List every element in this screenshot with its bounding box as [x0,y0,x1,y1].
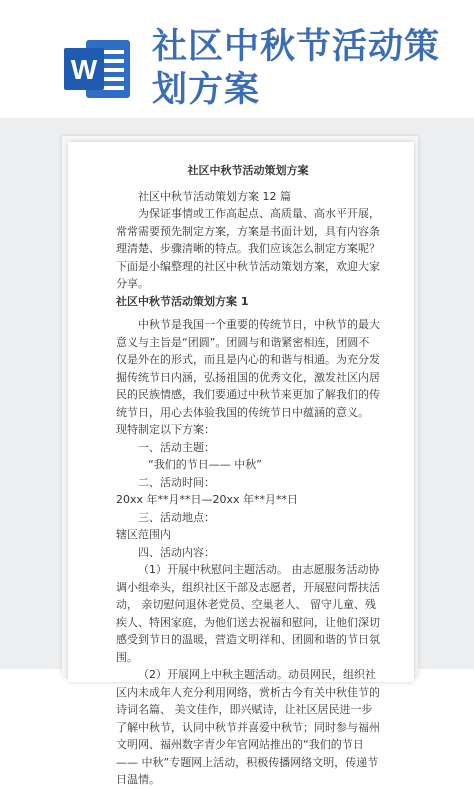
intro-paragraph: 为保证事情或工作高起点、高质量、高水平开展，常常需要预先制定方案，方案是书面计划，具有内容条理清楚、步骤清晰的特点。我们应该怎么制定方案呢？下面是小编整理的社区中秋节活动策划方案，欢迎大家分享。 [116,207,380,290]
item-2-body: 20xx 年**月**日—20xx 年**月**日 [116,493,299,506]
section-heading: 社区中秋节活动策划方案 1 [116,294,249,308]
item-2-heading: 二、活动时间： [138,475,215,489]
paragraph-1: 中秋节是我国一个重要的传统节日，中秋节的最大意义与主旨是“团圆”。团圆与和谐紧密相连，团圆不仅是外在的形式，而且是内心的和谐与相通。为充分发掘传统节日内涵，弘扬祖国的优秀文化，激发社区内居民的民族情感，我们要通过中秋节来更加了解我们的传统节日，用心去体验我国的传统节日中蕴涵的意义。 现特制定以下方案： [116,318,380,436]
item-3-heading: 三、活动地点： [138,510,215,524]
document-preview-area [0,118,474,786]
item-1-heading: 一、活动主题： [138,440,215,454]
svg-text:W: W [70,54,98,85]
item-3-body: 辖区范围内 [116,528,171,541]
page-title: 社区中秋节活动策划方案 [152,27,441,110]
page-header [0,0,474,118]
document-title: 社区中秋节活动策划方案 [187,164,309,177]
word-document-icon [64,38,132,100]
collection-line: 社区中秋节活动策划方案 12 篇 [138,189,291,203]
document-body [116,162,380,789]
document-page [68,142,414,786]
item-4-heading: 四、活动内容： [138,545,215,559]
content-paragraph-2: （2）开展网上中秋主题活动。动员网民，组织社区内未成年人充分利用网络，赏析古今有关中秋佳节的诗词名篇、 美文佳作，即兴赋诗，让社区居民进一步了解中秋节，认同中秋节并喜爱中秋节；同时参与福州文明网、福州数字青少年官网站推出的“我们的节日—— 中秋”专题网上活动，积极传播网络文明，传递节日温情。 [116,668,380,786]
item-1-body: “我们的节日—— 中秋” [148,458,262,471]
content-paragraph-1: （1）开展中秋慰问主题活动。 由志愿服务活动协调小组牵头，组织社区干部及志愿者，开展慰问帮扶活动， 亲切慰问退休老党员、空巢老人、 留守儿童、残疾人、特困家庭，为他们送去祝福和慰问，让他们深切感受到节日的温暖，营造文明祥和、团圆和谐的节日氛围。 [116,563,380,664]
